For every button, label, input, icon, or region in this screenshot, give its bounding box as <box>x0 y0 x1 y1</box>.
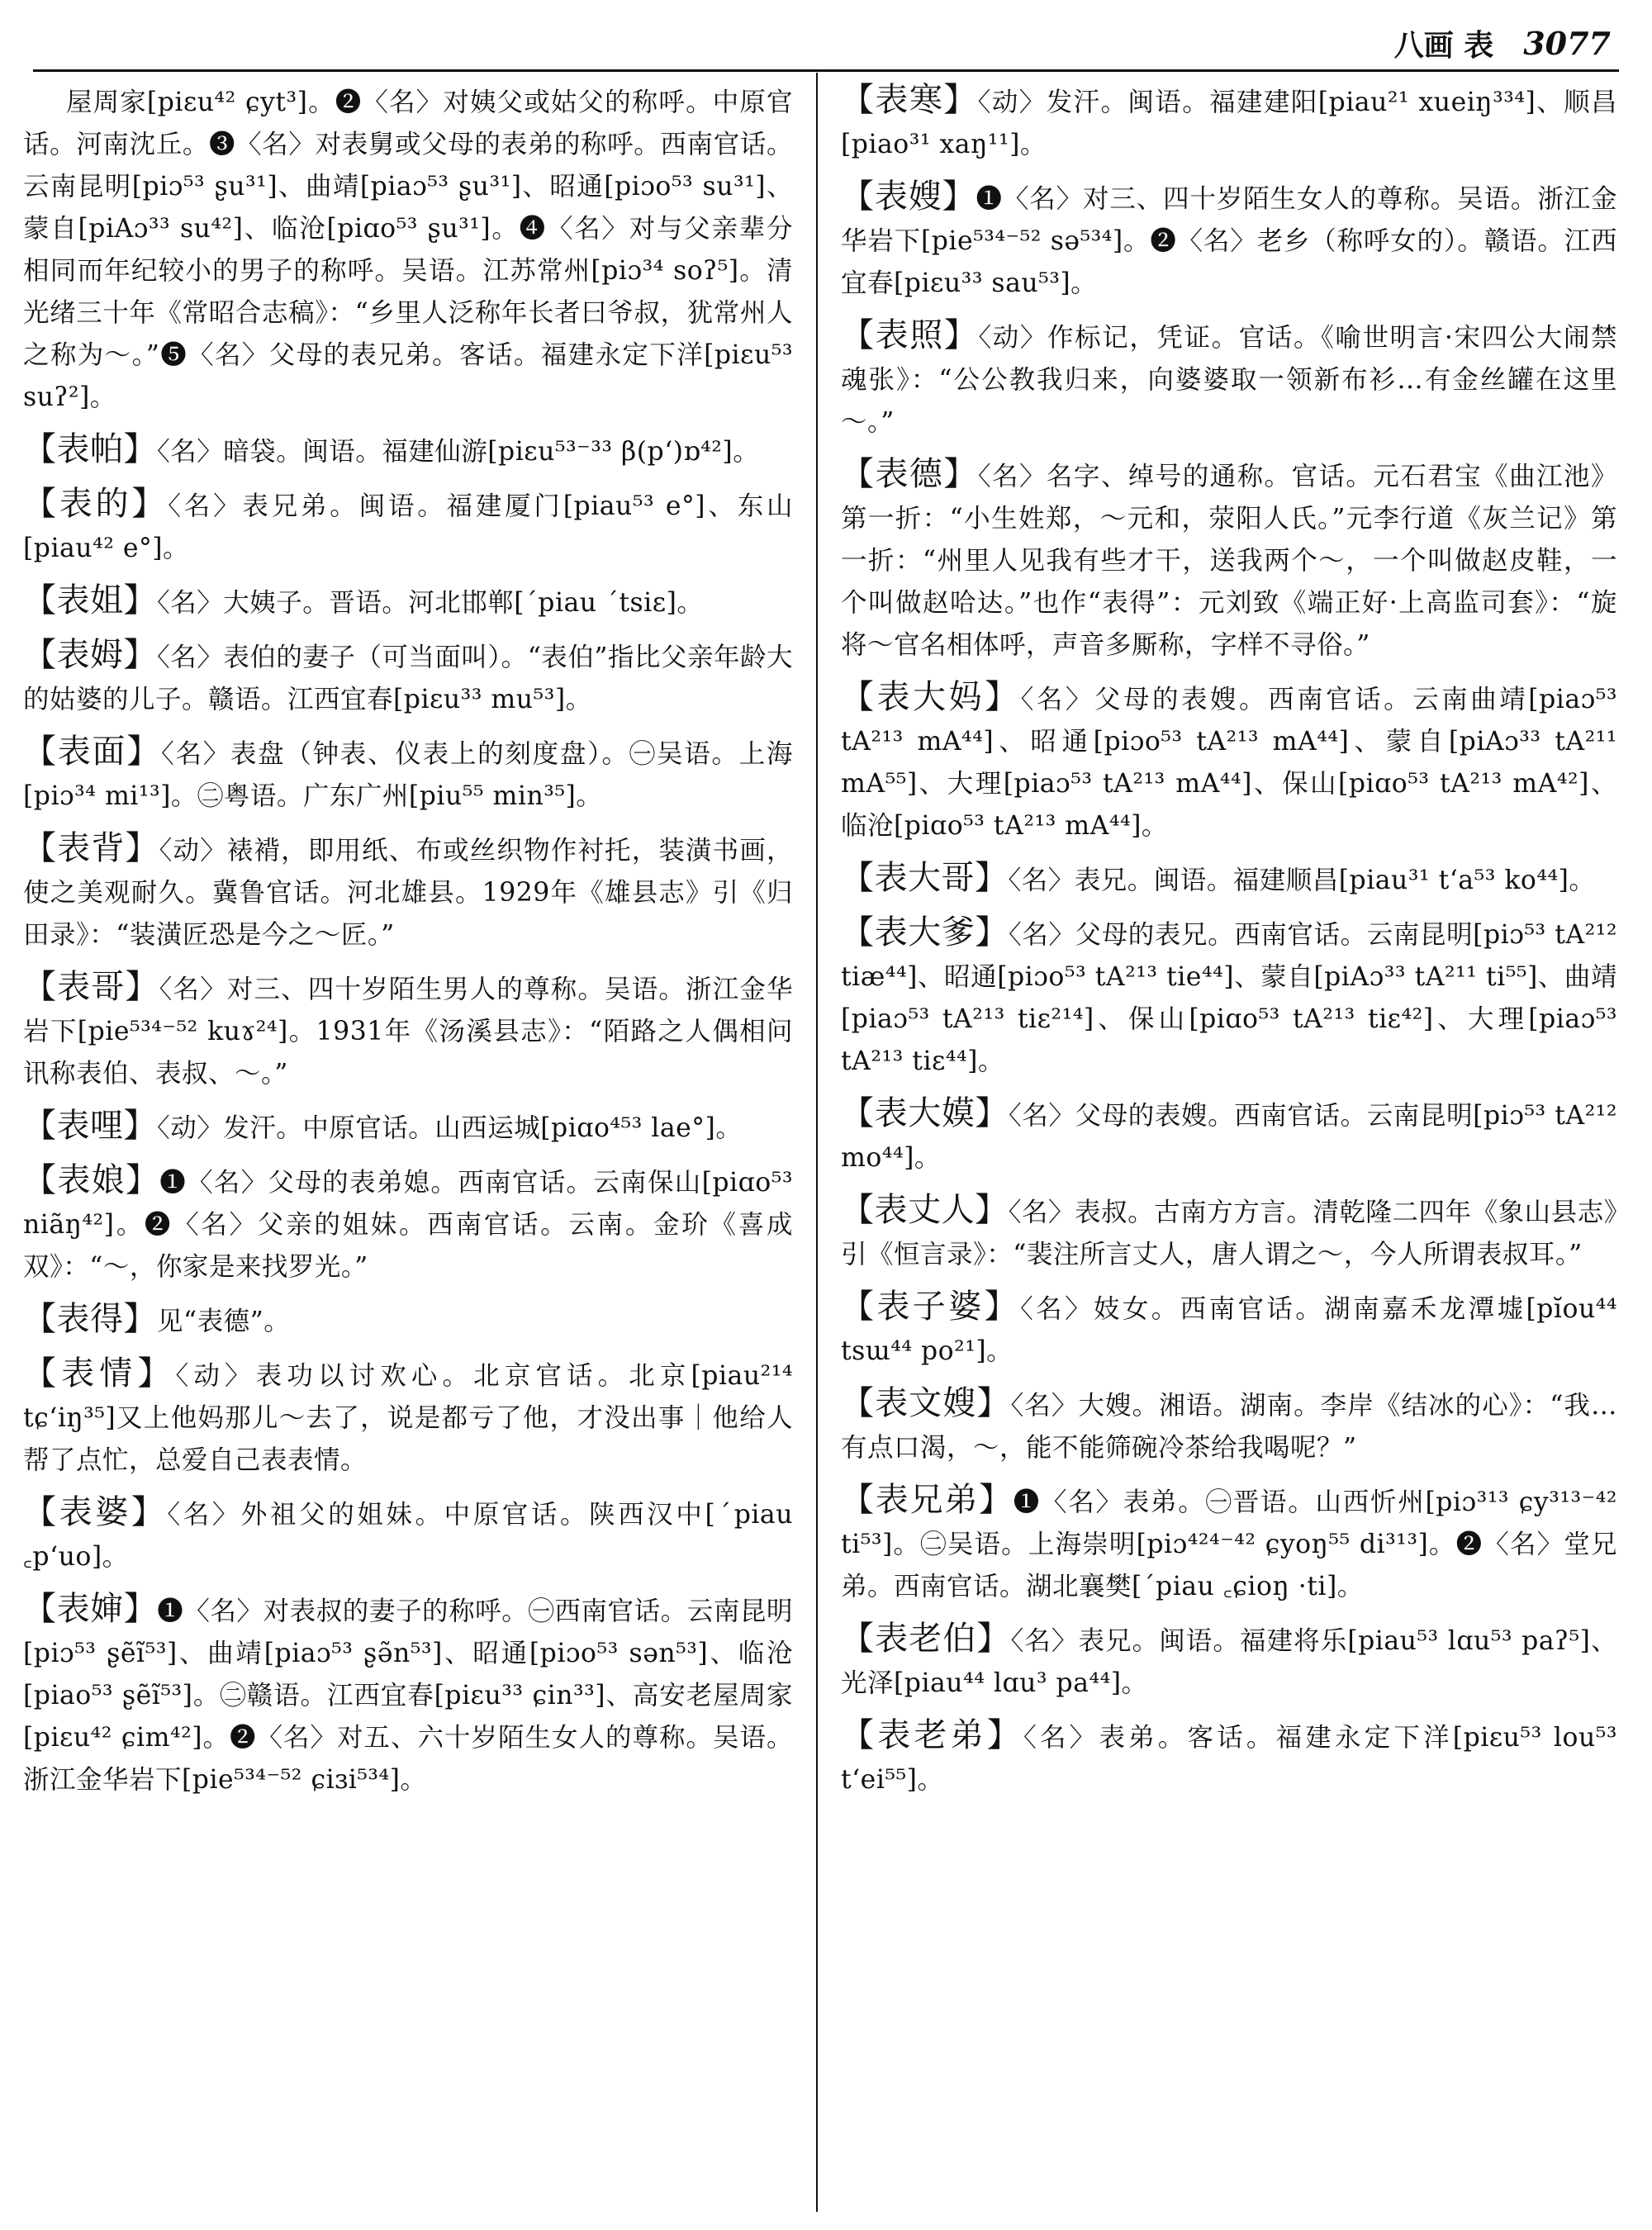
entry <box>23 731 793 818</box>
entry-text: 见“表德”。 <box>157 1307 291 1336</box>
entry <box>841 1479 1617 1608</box>
entry-text: 〈名〉名字、绰号的通称。官话。元石君宝《曲江池》第一折：“小生姓郑，～元和，荥阳人氏。”元李行道《灰兰记》第一折：“州里人见我有些才干，送我两个～，一个叫做赵皮鞋，一个叫做赵哈达。”也作“表得”：元刘致《端正好·上高监司套》：“旋将～官名相体呼，声音多厮称，字样不寻俗。” <box>841 462 1617 660</box>
entry-text: 〈名〉父母的表嫂。西南官话。云南曲靖[piaɔ⁵³ tA²¹³ mA⁴⁴]、昭通[piɔo⁵³ tA²¹³ mA⁴⁴]、蒙自[piAɔ³³ tA²¹¹ mA⁵⁵]、大理[piaɔ⁵³ tA²¹³ mA⁴⁴]、保山[piɑo⁵³ tA²¹³ mA⁴²]、临沧[piɑo⁵³ tA²¹³ mA⁴⁴]。 <box>841 685 1617 841</box>
entry-headword: 【表大嫫】 <box>841 1094 1009 1132</box>
entry-continuation <box>23 79 793 419</box>
entry-text: 〈动〉表功以讨欢心。北京官话。北京[piau²¹⁴ tɕ‘iŋ³⁵]又上他妈那儿～去了，说是都亏了他，才没出事｜他给人帮了点忙，总爱自己表表情。 <box>23 1361 793 1475</box>
entry-text: ❶〈名〉对三、四十岁陌生女人的尊称。吴语。浙江金华岩下[pie⁵³⁴⁻⁵² sə⁵³⁴]。❷〈名〉老乡（称呼女的）。赣语。江西宜春[piɛu³³ sau⁵³]。 <box>841 184 1617 298</box>
entry-headword: 【表寒】 <box>841 81 978 119</box>
entry-headword: 【表面】 <box>23 733 161 771</box>
entry <box>841 676 1617 847</box>
entry <box>841 1189 1617 1276</box>
entry-text: 〈名〉表弟。客话。福建永定下洋[piɛu⁵³ lou⁵³ t‘ei⁵⁵]。 <box>841 1723 1617 1795</box>
entry-headword: 【表哥】 <box>23 968 159 1006</box>
entry <box>23 966 793 1095</box>
entry-headword: 【表得】 <box>23 1300 157 1338</box>
entry-text: 〈名〉对三、四十岁陌生男人的尊称。吴语。浙江金华岩下[pie⁵³⁴⁻⁵² kuɤ²⁴]。1931年《汤溪县志》：“陌路之人偶相问讯称表伯、表叔、～。” <box>23 975 793 1089</box>
entry-headword: 【表婆】 <box>23 1493 168 1531</box>
header-rule <box>33 69 1619 72</box>
entry <box>23 1160 793 1288</box>
running-head <box>1289 18 1611 68</box>
entry <box>23 483 793 570</box>
entry <box>841 176 1617 305</box>
column-divider <box>816 73 818 2212</box>
entry-headword: 【表老伯】 <box>841 1620 1011 1658</box>
entry <box>23 1105 793 1150</box>
entry-headword: 【表大妈】 <box>841 678 1021 716</box>
entry <box>841 79 1617 166</box>
entry-text: 屋周家[piɛu⁴² ɕyt³]。❷〈名〉对姨父或姑父的称呼。中原官话。河南沈丘。❸〈名〉对表舅或父母的表弟的称呼。西南官话。云南昆明[piɔ⁵³ ʂu³¹]、曲靖[piaɔ⁵³ ʂu³¹]、昭通[piɔo⁵³ su³¹]、蒙自[piAɔ³³ su⁴²]、临沧[piɑo⁵³ ʂu³¹]。❹〈名〉对与父亲辈分相同而年纪较小的男子的称呼。吴语。江苏常州[piɔ³⁴ soʔ⁵]。清光绪三十年《常昭合志稿》：“乡里人泛称年长者曰爷叔，犹常州人之称为～。”❺〈名〉父母的表兄弟。客话。福建永定下洋[piɛu⁵³ suʔ²]。 <box>23 88 793 412</box>
entry-headword: 【表大爹】 <box>841 913 1009 951</box>
entry-text: 〈名〉表伯的妻子（可当面叫）。“表伯”指比父亲年龄大的姑婆的儿子。赣语。江西宜春[piɛu³³ mu⁵³]。 <box>23 643 793 714</box>
entry-headword: 【表帕】 <box>23 430 157 468</box>
entry <box>841 1715 1617 1801</box>
entry <box>23 1298 793 1343</box>
entry-headword: 【表照】 <box>841 316 979 354</box>
entry-text: 〈名〉大嫂。湘语。湖南。李岸《结冰的心》：“我…有点口渴，～，能不能筛碗冷茶给我喝呢？” <box>841 1391 1617 1463</box>
entry-text: 〈动〉发汗。中原官话。山西运城[piɑo⁴⁵³ lae°]。 <box>157 1113 743 1143</box>
entry-headword: 【表子婆】 <box>841 1288 1021 1326</box>
entry-headword: 【表的】 <box>23 485 169 523</box>
section-heading: 八画 表 <box>1393 27 1494 63</box>
entry <box>23 634 793 721</box>
entry-text: 〈名〉表叔。古南方方言。清乾隆二四年《象山县志》引《恒言录》：“裴注所言丈人，唐人谓之～，今人所谓表叔耳。” <box>841 1198 1617 1269</box>
entry-headword: 【表娘】 <box>23 1161 160 1199</box>
entry-headword: 【表兄弟】 <box>841 1481 1014 1519</box>
entry <box>841 453 1617 667</box>
entry-headword: 【表文嫂】 <box>841 1384 1011 1422</box>
entry <box>23 1492 793 1578</box>
entry <box>23 1353 793 1482</box>
entry-text: 〈名〉表兄。闽语。福建顺昌[piau³¹ t‘a⁵³ ko⁴⁴]。 <box>1008 866 1596 895</box>
entry-text: ❶〈名〉对表叔的妻子的称呼。㊀西南官话。云南昆明[piɔ⁵³ ʂẽĩ⁵³]、曲靖[piaɔ⁵³ ʂə̃n⁵³]、昭通[piɔo⁵³ sən⁵³]、临沧[piao⁵³ ʂẽĩ⁵³]。㊁赣语。江西宜春[piɛu³³ ɕin³³]、高安老屋周家[piɛu⁴² ɕim⁴²]。❷〈名〉对五、六十岁陌生女人的尊称。吴语。浙江金华岩下[pie⁵³⁴⁻⁵² ɕiɜi⁵³⁴]。 <box>23 1597 793 1795</box>
entry-text: 〈名〉表盘（钟表、仪表上的刻度盘）。㊀吴语。上海[piɔ³⁴ mi¹³]。㊁粤语。广东广州[piu⁵⁵ min³⁵]。 <box>23 739 793 811</box>
entry <box>841 1383 1617 1469</box>
entry-headword: 【表嫂】 <box>841 178 976 216</box>
left-column <box>23 79 793 2210</box>
entry-text: 〈动〉发汗。闽语。福建建阳[piau²¹ xueiŋ³³⁴]、顺昌[piao³¹ xaŋ¹¹]。 <box>841 88 1617 159</box>
entry-text: 〈动〉作标记，凭证。官话。《喻世明言·宋四公大闹禁魂张》：“公公教我归来，向婆婆取一领新布衫…有金丝罐在这里～。” <box>841 323 1617 437</box>
entry-headword: 【表大哥】 <box>841 859 1009 897</box>
entry-headword: 【表背】 <box>23 829 159 867</box>
entry-text: 〈动〉裱褙，即用纸、布或丝织物作衬托，装潢书画，使之美观耐久。冀鲁官话。河北雄县。1929年《雄县志》引《归田录》：“装潢匠恐是今之～匠。” <box>23 836 793 950</box>
entry <box>841 1286 1617 1373</box>
right-column <box>841 79 1617 2210</box>
entry <box>23 828 793 956</box>
page-number: 3077 <box>1523 24 1611 62</box>
entry-text: 〈名〉父母的表嫂。西南官话。云南昆明[piɔ⁵³ tA²¹² mo⁴⁴]。 <box>841 1101 1617 1173</box>
entry-headword: 【表丈人】 <box>841 1191 1009 1229</box>
entry-headword: 【表姐】 <box>23 581 157 619</box>
entry <box>841 315 1617 444</box>
entry <box>23 1588 793 1801</box>
entry <box>841 1618 1617 1705</box>
entry-text: 〈名〉外祖父的姐妹。中原官话。陕西汉中[ˊpiau ꜀p‘uo]。 <box>23 1500 793 1572</box>
entry <box>23 429 793 473</box>
entry-text: ❶〈名〉表弟。㊀晋语。山西忻州[piɔ³¹³ ɕy³¹³⁻⁴² ti⁵³]。㊁吴语。上海崇明[piɔ⁴²⁴⁻⁴² ɕyoŋ⁵⁵ di³¹³]。❷〈名〉堂兄弟。西南官话。湖北襄樊[ˊpiau ꜀ɕioŋ ·ti]。 <box>841 1487 1617 1601</box>
entry <box>841 912 1617 1083</box>
entry-headword: 【表姆】 <box>23 636 158 674</box>
entry <box>841 1093 1617 1179</box>
entry-headword: 【表情】 <box>23 1355 176 1393</box>
entry-text: 〈名〉父母的表兄。西南官话。云南昆明[piɔ⁵³ tA²¹² tiæ⁴⁴]、昭通[piɔo⁵³ tA²¹³ tie⁴⁴]、蒙自[piAɔ³³ tA²¹¹ ti⁵⁵]、曲靖[piaɔ⁵³ tA²¹³ tiɛ²¹⁴]、保山[piɑo⁵³ tA²¹³ tiɛ⁴²]、大理[piaɔ⁵³ tA²¹³ tiɛ⁴⁴]。 <box>841 920 1617 1076</box>
entry-headword: 【表老弟】 <box>841 1716 1024 1754</box>
entry-text: 〈名〉表兄。闽语。福建将乐[piau⁵³ lɑu⁵³ paʔ⁵]、光泽[piau⁴⁴ lɑu³ pa⁴⁴]。 <box>841 1626 1617 1698</box>
entry-text: 〈名〉妓女。西南官话。湖南嘉禾龙潭墟[pĭou⁴⁴ tsɯ⁴⁴ po²¹]。 <box>841 1294 1617 1366</box>
entry-text: 〈名〉表兄弟。闽语。福建厦门[piau⁵³ e°]、东山[piau⁴² e°]。 <box>23 491 793 563</box>
entry <box>23 580 793 624</box>
entry-text: 〈名〉大姨子。晋语。河北邯郸[ˊpiau ˊtsiɛ]。 <box>157 588 704 618</box>
entry-headword: 【表婶】 <box>23 1590 158 1628</box>
entry-text: 〈名〉暗袋。闽语。福建仙游[piɛu⁵³⁻³³ β(p‘)ɒ⁴²]。 <box>157 437 760 467</box>
entry <box>841 857 1617 902</box>
entry-text: ❶〈名〉父母的表弟媳。西南官话。云南保山[piɑo⁵³ niãŋ⁴²]。❷〈名〉父亲的姐妹。西南官话。云南。金玠《喜成双》：“～，你家是来找罗光。” <box>23 1168 793 1282</box>
entry-headword: 【表哩】 <box>23 1107 157 1145</box>
entry-headword: 【表德】 <box>841 455 978 493</box>
